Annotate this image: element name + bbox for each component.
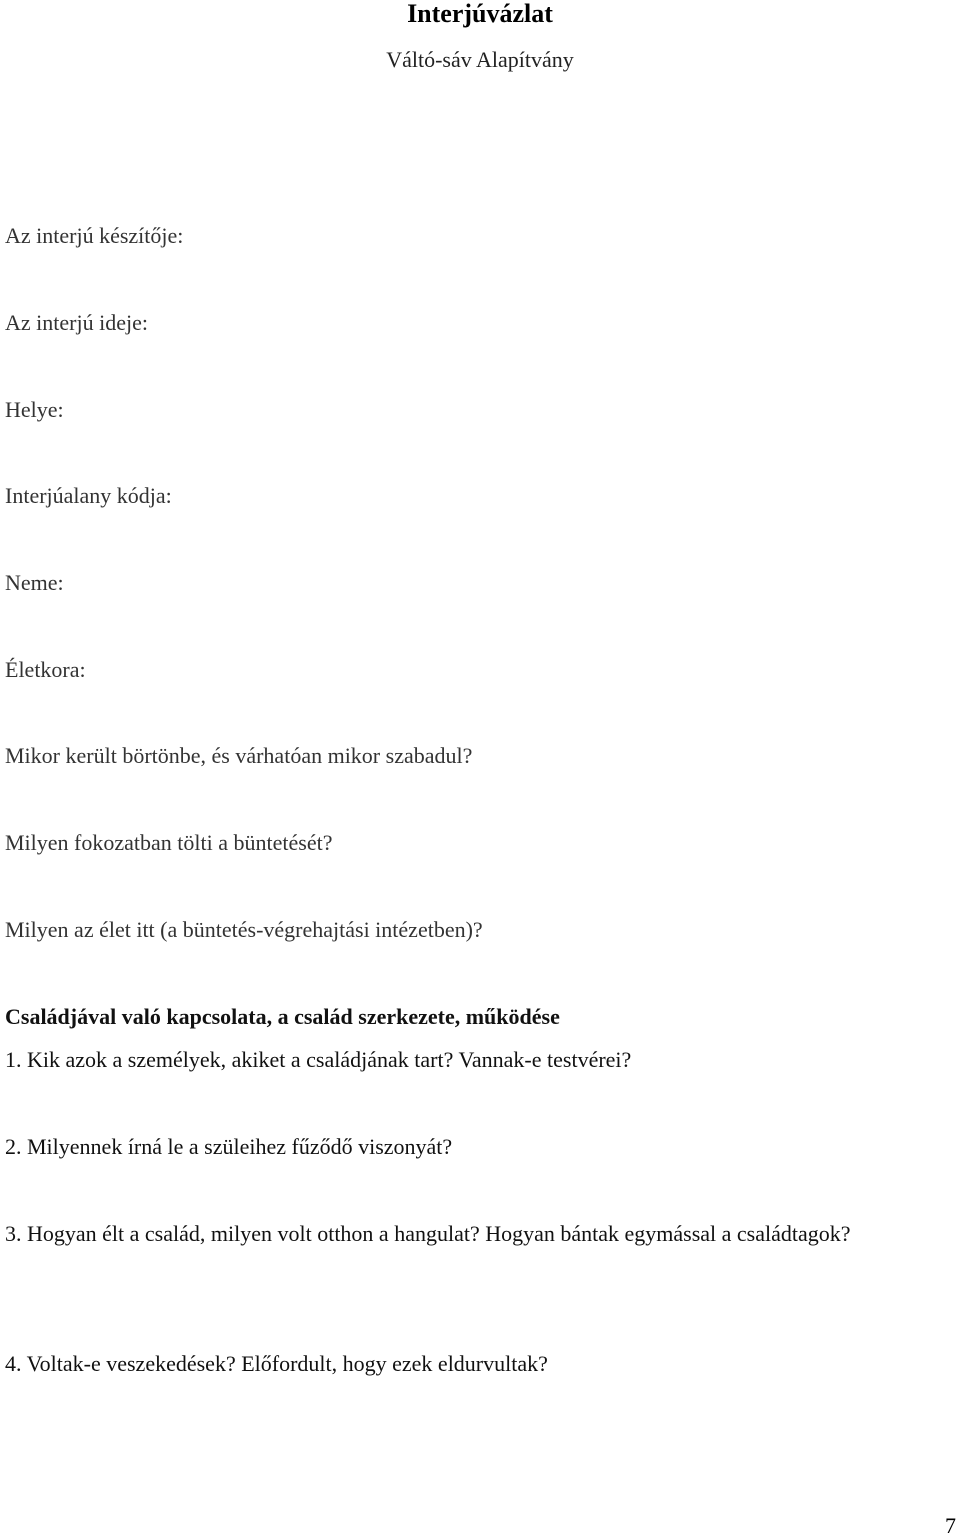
field-interviewer: Az interjú készítője: [5,223,184,248]
document-title: Interjúvázlat [407,0,553,28]
field-prison-dates: Mikor került börtönbe, és várhatóan mikor szabadul? [5,743,473,768]
document-subtitle: Váltó-sáv Alapítvány [386,47,574,72]
question-4: 4. Voltak-e veszekedések? Előfordult, hogy ezek eldurvultak? [5,1351,548,1376]
field-sentence-grade: Milyen fokozatban tölti a büntetését? [5,830,333,855]
question-1: 1. Kik azok a személyek, akiket a családjának tart? Vannak-e testvérei? [5,1047,632,1072]
field-age: Életkora: [5,657,86,682]
field-gender: Neme: [5,570,64,595]
page-number: 7 [945,1513,956,1538]
section-heading: Családjával való kapcsolata, a család szerkezete, működése [5,1004,560,1029]
field-life-inside: Milyen az élet itt (a büntetés-végrehajtási intézetben)? [5,917,483,942]
question-3: 3. Hogyan élt a család, milyen volt otthon a hangulat? Hogyan bántak egymással a családtagok? [5,1221,851,1246]
field-interview-date: Az interjú ideje: [5,310,148,335]
field-subject-code: Interjúalany kódja: [5,483,172,508]
field-location: Helye: [5,397,64,422]
question-2: 2. Milyennek írná le a szüleihez fűződő viszonyát? [5,1134,453,1159]
